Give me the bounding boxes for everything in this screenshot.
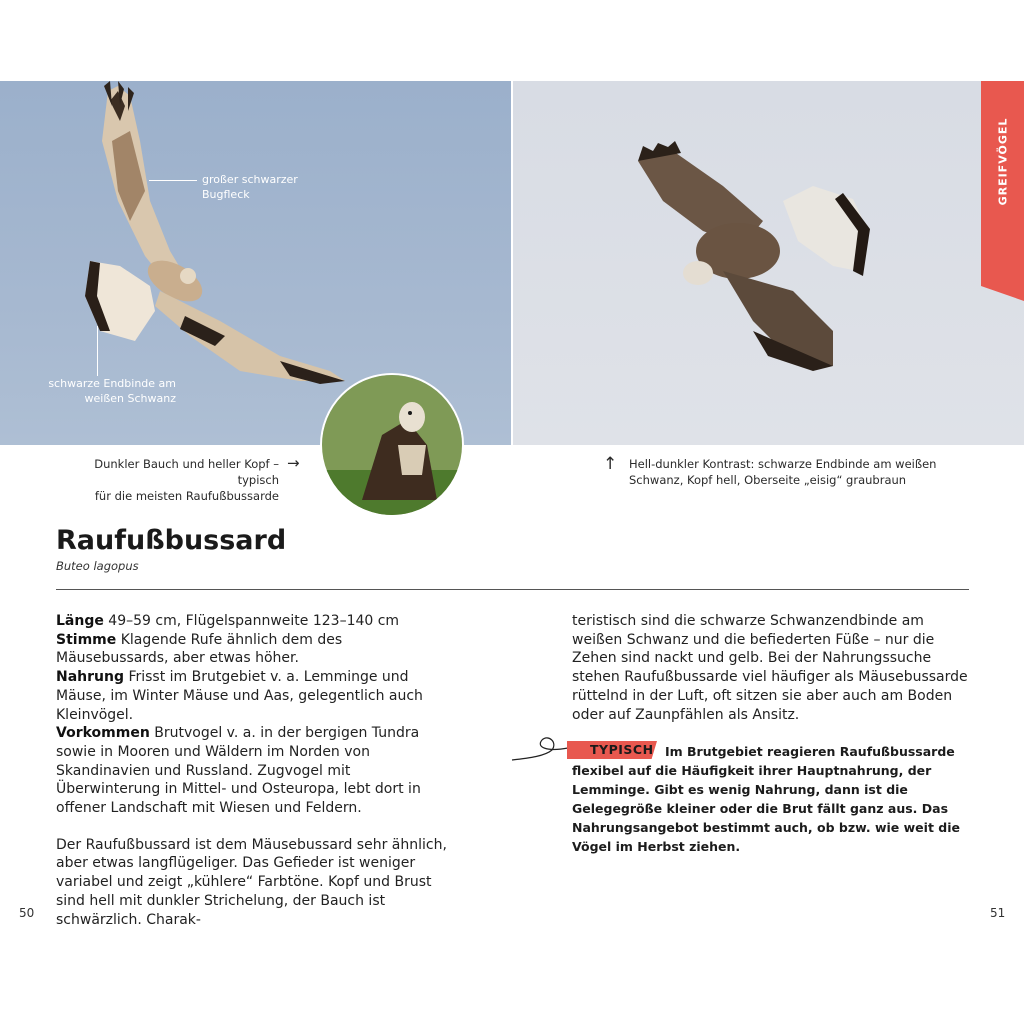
annotation-line-bugfleck: [149, 180, 197, 181]
section-tab-label: GREIFVÖGEL: [996, 117, 1009, 205]
photo-rough-legged-buzzard-underside: [513, 81, 1024, 445]
caption-right: Hell-dunkler Kontrast: schwarze Endbinde am weißen Schwanz, Kopf hell, Oberseite „eisig“ graubraun: [629, 457, 937, 487]
right-column: [572, 612, 972, 724]
annotation-bugfleck: großer schwarzer Bugfleck: [202, 173, 298, 201]
inset-photo-perched-buzzard: [320, 373, 464, 517]
caption-right-arrow: ↑: [603, 454, 618, 474]
species-title: Raufußbussard: [56, 525, 287, 556]
species-latin-name: Buteo lagopus: [56, 559, 139, 573]
fact-voice: Stimme Klagende Rufe ähnlich dem des Mäusebussards, aber etwas höher.: [56, 631, 343, 667]
typisch-swirl-icon: [510, 730, 570, 770]
annotation-line-endbinde: [97, 326, 98, 376]
fact-length: Länge 49–59 cm, Flügelspannweite 123–140 cm: [56, 613, 400, 629]
fact-range: Vorkommen Brutvogel v. a. in der bergigen Tundra sowie in Mooren und Wäldern im Norden von Skandinavien und Russland. Zugvogel mit Überwinterung in Mittel- und Osteuropa, lebt dort in offener Landschaft mit Wiesen und Feldern.: [56, 725, 421, 817]
page-number-left: 50: [19, 906, 35, 920]
left-column: [56, 612, 451, 929]
body-text-left: Der Raufußbussard ist dem Mäusebussard sehr ähnlich, aber etwas langflügeliger. Das Gefieder ist weniger variabel und zeigt „kühlere“ Farbtöne. Kopf und Brust sind hell mit dunkler Strichelung, der Bauch ist schwärzlich. Charak-: [56, 836, 447, 928]
typisch-text: Im Brutgebiet reagieren Raufußbussarde flexibel auf die Häufigkeit ihrer Hauptnahrung, der Lemminge. Gibt es wenig Nahrung, dann ist die Gelegegröße kleiner oder die Brut fällt ganz aus. Das Nahrungsangebot bestimmt auch, ob bzw. wie weit die Vögel im Herbst ziehen.: [572, 744, 960, 854]
typisch-label: TYPISCH: [590, 742, 654, 757]
annotation-endbinde: schwarze Endbinde am weißen Schwanz: [48, 377, 176, 405]
page-number-right: 51: [990, 906, 1006, 920]
caption-left: Dunkler Bauch und heller Kopf – typisch für die meisten Raufußbussarde: [94, 457, 279, 503]
caption-left-arrow: →: [287, 454, 300, 472]
underside-bird-illustration: [513, 81, 1024, 445]
perched-bird-illustration: [322, 375, 462, 515]
body-text-right: teristisch sind die schwarze Schwanzendbinde am weißen Schwanz und die befiederten Füße – nur die Zehen sind nackt und gelb. Bei der Nahrungssuche stehen Raufußbussarde viel häufiger als Mäusebussarde rüttelnd in der Luft, oft sitzen sie aber auch am Boden oder auf Zaunpfählen als Ansitz.: [572, 613, 968, 723]
title-divider: [56, 589, 969, 590]
fact-food: Nahrung Frisst im Brutgebiet v. a. Lemminge und Mäuse, im Winter Mäuse und Aas, gelegentlich auch Kleinvögel.: [56, 669, 423, 723]
